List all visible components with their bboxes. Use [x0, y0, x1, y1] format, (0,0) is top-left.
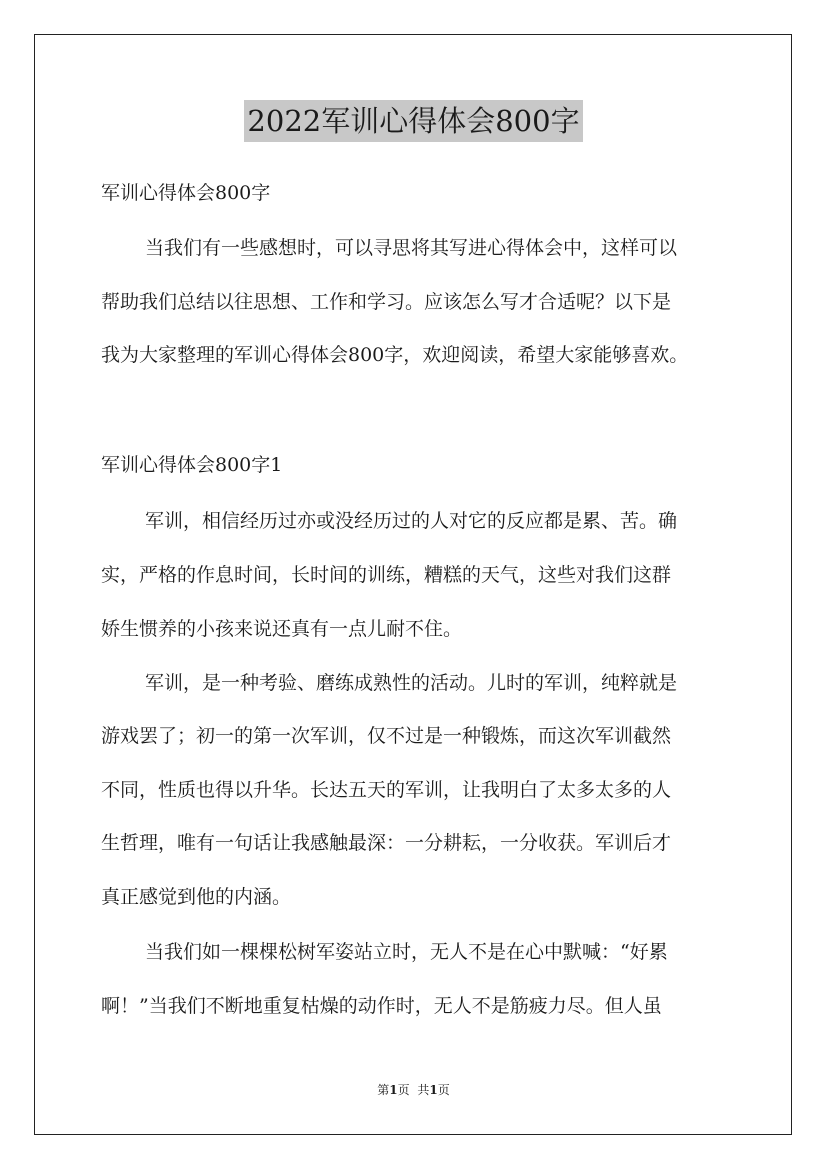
paragraph-2-line-3: 不同，性质也得以升华。长达五天的军训，让我明白了太多太多的人	[101, 779, 672, 801]
paragraph-1-line-2: 实，严格的作息时间，长时间的训练，糟糕的天气，这些对我们这群	[101, 564, 672, 586]
page-footer	[0, 1082, 827, 1098]
total-pages: 1	[429, 1083, 438, 1097]
paragraph-3-line-2: 啊！”当我们不断地重复枯燥的动作时，无人不是筋疲力尽。但人虽	[101, 995, 662, 1017]
paragraph-1-line-3: 娇生惯养的小孩来说还真有一点儿耐不住。	[101, 618, 463, 640]
page-number: 1	[389, 1083, 398, 1097]
subtitle: 军训心得体会800字	[101, 182, 271, 204]
title-container	[0, 100, 827, 142]
page-number-prefix: 第	[377, 1083, 390, 1097]
paragraph-2-line-1: 军训，是一种考验、磨练成熟性的活动。儿时的军训，纯粹就是	[145, 672, 678, 694]
page-number-suffix: 页	[397, 1083, 410, 1097]
paragraph-2-line-5: 真正感觉到他的内涵。	[101, 886, 292, 908]
paragraph-3-line-1: 当我们如一棵棵松树军姿站立时，无人不是在心中默喊：“好累	[145, 941, 668, 963]
intro-line-1: 当我们有一些感想时，可以寻思将其写进心得体会中，这样可以	[145, 237, 678, 259]
section-heading: 军训心得体会800字1	[101, 454, 283, 476]
document-title: 2022军训心得体会800字	[244, 100, 582, 142]
paragraph-2-line-4: 生哲理，唯有一句话让我感触最深：一分耕耘，一分收获。军训后才	[101, 832, 672, 854]
paragraph-1-line-1: 军训，相信经历过亦或没经历过的人对它的反应都是累、苦。确	[145, 510, 678, 532]
total-pages-prefix: 共	[417, 1083, 430, 1097]
intro-line-2: 帮助我们总结以往思想、工作和学习。应该怎么写才合适呢？以下是	[101, 291, 672, 313]
paragraph-2-line-2: 游戏罢了；初一的第一次军训，仅不过是一种锻炼，而这次军训截然	[101, 725, 672, 747]
total-pages-suffix: 页	[437, 1083, 450, 1097]
intro-line-3: 我为大家整理的军训心得体会800字，欢迎阅读，希望大家能够喜欢。	[101, 344, 689, 366]
